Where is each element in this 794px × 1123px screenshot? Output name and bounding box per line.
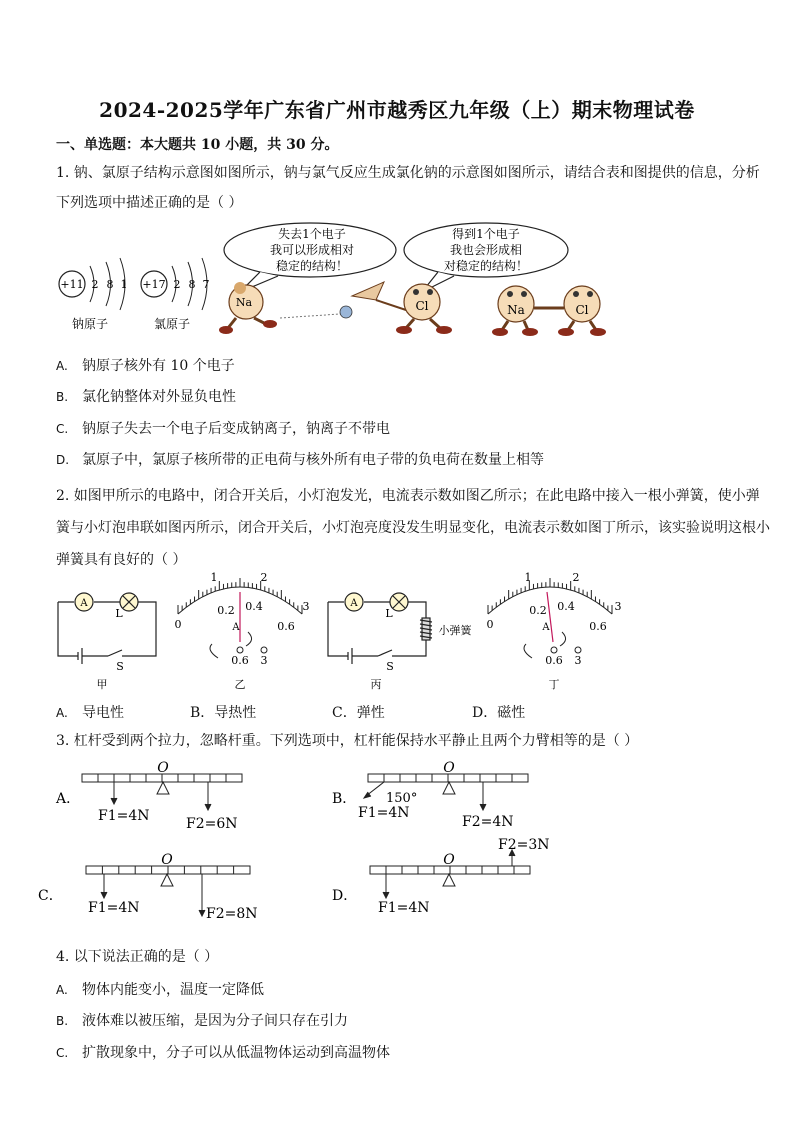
- lamp-label-jia: L: [115, 607, 123, 620]
- question-2-stem-line-3: 弹簧具有良好的（ ）: [56, 552, 187, 568]
- lever-d-f1: F1=4N: [378, 900, 430, 916]
- lever-b-angle: 150°: [386, 791, 418, 806]
- meter-unit-yi: A: [232, 622, 240, 633]
- sodium-caption: 钠原子: [71, 317, 109, 331]
- scale-lower-06: 0.6: [277, 620, 295, 633]
- scale-lower-0: 0: [174, 618, 182, 631]
- option-letter: B．: [190, 705, 215, 721]
- question-1-figure: [50, 222, 610, 342]
- ammeter-dial-yi: [175, 571, 310, 667]
- question-2-option-c: [332, 702, 385, 722]
- option-letter: D．: [472, 705, 498, 721]
- pivot-c: O: [161, 852, 173, 868]
- bubble-right-line-2: 我也会形成相: [449, 243, 523, 257]
- option-text: 导热性: [214, 705, 257, 721]
- question-3-stem: 3. 杠杆受到两个拉力，忽略杆重。下列选项中，杠杆能保持水平静止且两个力臂相等的是（ ）: [56, 733, 639, 749]
- option-letter: D.: [56, 453, 70, 467]
- question-1-option-b: [56, 386, 236, 406]
- electron-icon: [340, 306, 352, 318]
- option-letter: B.: [56, 1014, 69, 1028]
- option-text: 导电性: [82, 705, 124, 721]
- chloride-ion-character: [558, 286, 606, 336]
- scale-lower-0-ding: 0: [486, 618, 494, 631]
- lever-c-f1: F1=4N: [88, 900, 140, 916]
- question-1-option-c: [56, 418, 390, 438]
- bubble-left-line-3: 稳定的结构！: [275, 259, 349, 273]
- speech-bubble-left: [224, 223, 396, 292]
- sodium-shell-2: 8: [106, 278, 114, 291]
- option-text: 扩散现象中，分子可以从低温物体运动到高温物体: [82, 1045, 390, 1061]
- scale-upper-3: 3: [302, 600, 310, 613]
- question-1-option-a: [56, 355, 235, 375]
- bubble-left-line-2: 我可以形成相对: [269, 243, 355, 257]
- lever-a: [82, 774, 242, 810]
- terminal-3-yi: 3: [260, 654, 268, 667]
- pivot-d: O: [443, 852, 455, 868]
- scale-upper-1: 1: [210, 571, 218, 584]
- question-3-figure: [38, 760, 570, 925]
- sodium-character: [219, 282, 277, 334]
- caption-jia: 甲: [96, 678, 108, 691]
- scale-lower-04-ding: 0.4: [557, 600, 575, 613]
- chloride-ion-label: Cl: [575, 303, 589, 317]
- scale-lower-02: 0.2: [217, 604, 235, 617]
- lever-a-letter: A．: [56, 791, 81, 807]
- question-4-option-c: [56, 1042, 390, 1062]
- caption-yi: 乙: [234, 678, 246, 691]
- sodium-ion-label: Na: [507, 303, 525, 317]
- lamp-label-bing: L: [385, 607, 393, 620]
- option-text: 钠原子核外有 10 个电子: [82, 358, 235, 374]
- scale-lower-02-ding: 0.2: [529, 604, 547, 617]
- terminal-06-ding: 0.6: [545, 654, 563, 667]
- terminal-3-ding: 3: [574, 654, 582, 667]
- sodium-nucleus-label: +11: [60, 278, 84, 291]
- lever-b-letter: B．: [332, 791, 357, 807]
- option-text: 钠原子失去一个电子后变成钠离子，钠离子不带电: [82, 421, 390, 437]
- option-letter: B.: [56, 390, 69, 404]
- sodium-shell-3: 1: [120, 278, 128, 291]
- lever-a-f1: F1=4N: [98, 808, 150, 824]
- question-2-stem: [56, 480, 770, 576]
- section-heading: 一、单选题：本大题共 10 小题，共 30 分。: [56, 137, 339, 153]
- lever-c-letter: C．: [38, 888, 63, 904]
- question-2-stem-line-1: 2. 如图甲所示的电路中，闭合开关后，小灯泡发光，电流表示数如图乙所示；在此电路中接入一根小弹簧，使小弹: [56, 488, 760, 504]
- question-4-option-b: [56, 1010, 348, 1030]
- terminal-06-yi: 0.6: [231, 654, 249, 667]
- caption-bing: 丙: [370, 678, 382, 691]
- chlorine-shell-1: 2: [173, 278, 181, 291]
- chlorine-character-label: Cl: [415, 299, 429, 313]
- ammeter-symbol-jia: A: [80, 598, 88, 609]
- chlorine-atom-diagram: [141, 258, 210, 331]
- lever-b-f1: F1=4N: [358, 805, 410, 821]
- option-text: 氯化钠整体对外显负电性: [82, 389, 236, 405]
- question-1-stem-line-1: 1. 钠、氯原子结构示意图如图所示，钠与氯气反应生成氯化钠的示意图如图所示，请结合表和图提供的信息，分析: [56, 165, 760, 181]
- option-text: 氯原子中，氯原子核所带的正电荷与核外所有电子带的负电荷在数量上相等: [82, 452, 544, 468]
- chlorine-shell-3: 7: [202, 278, 210, 291]
- lever-d-f2: F2=3N: [498, 837, 550, 853]
- bubble-right-line-1: 得到1个电子: [452, 227, 520, 241]
- circuit-bing: [328, 593, 432, 664]
- scale-upper-2-ding: 2: [572, 571, 580, 584]
- option-letter: A.: [56, 359, 68, 373]
- sodium-shell-1: 2: [91, 278, 99, 291]
- lever-c-f2: F2=8N: [206, 906, 258, 922]
- pivot-a: O: [157, 760, 169, 776]
- question-2-figure: [50, 570, 650, 695]
- pivot-b: O: [443, 760, 455, 776]
- caption-ding: 丁: [548, 678, 560, 691]
- question-1-stem: [56, 162, 760, 214]
- speech-bubble-right: [404, 223, 568, 292]
- scale-upper-3-ding: 3: [614, 600, 622, 613]
- switch-label-bing: S: [386, 660, 394, 673]
- spring-label: 小弹簧: [438, 624, 472, 637]
- option-letter: C.: [56, 422, 69, 436]
- question-2-option-d: [472, 702, 525, 722]
- sodium-atom-diagram: [59, 258, 128, 331]
- question-2-stem-line-2: 簧与小灯泡串联如图丙所示，闭合开关后，小灯泡亮度没发生明显变化，电流表示数如图丁所示，该实验说明这根小: [56, 520, 770, 536]
- option-text: 磁性: [497, 705, 526, 721]
- lever-d-letter: D．: [332, 888, 358, 904]
- option-letter: C.: [56, 1046, 69, 1060]
- scale-lower-04: 0.4: [245, 600, 263, 613]
- option-letter: A.: [56, 983, 68, 997]
- page-title: 2024-2025学年广东省广州市越秀区九年级（上）期末物理试卷: [99, 98, 695, 122]
- ammeter-dial-ding: [487, 571, 622, 667]
- chlorine-shell-2: 8: [188, 278, 196, 291]
- lever-b-f2: F2=4N: [462, 814, 514, 830]
- switch-label-jia: S: [116, 660, 124, 673]
- question-1-stem-line-2: 下列选项中描述正确的是（ ）: [56, 195, 243, 211]
- question-2-option-a: [56, 702, 124, 722]
- ammeter-symbol-bing: A: [350, 598, 358, 609]
- sodium-ion-character: [492, 286, 538, 336]
- sodium-character-label: Na: [235, 296, 253, 309]
- option-text: 物体内能变小，温度一定降低: [82, 982, 264, 998]
- option-letter: C．: [332, 705, 357, 721]
- question-2-option-b: [190, 702, 256, 722]
- bubble-right-line-3: 对稳定的结构！: [443, 259, 529, 273]
- lever-a-f2: F2=6N: [186, 816, 238, 832]
- chlorine-nucleus-label: +17: [142, 278, 166, 291]
- scale-upper-1-ding: 1: [524, 571, 532, 584]
- question-4-option-a: [56, 979, 264, 999]
- scale-lower-06-ding: 0.6: [589, 620, 607, 633]
- option-text: 液体难以被压缩，是因为分子间只存在引力: [82, 1013, 348, 1029]
- chlorine-caption: 氯原子: [153, 317, 191, 331]
- option-letter: A.: [56, 706, 68, 720]
- scale-upper-2: 2: [260, 571, 268, 584]
- meter-unit-ding: A: [542, 622, 550, 633]
- question-4-stem: 4. 以下说法正确的是（ ）: [56, 949, 219, 965]
- question-1-option-d: [56, 449, 544, 469]
- circuit-jia: [58, 593, 156, 664]
- option-text: 弹性: [356, 705, 385, 721]
- bubble-left-line-1: 失去1个电子: [278, 227, 346, 241]
